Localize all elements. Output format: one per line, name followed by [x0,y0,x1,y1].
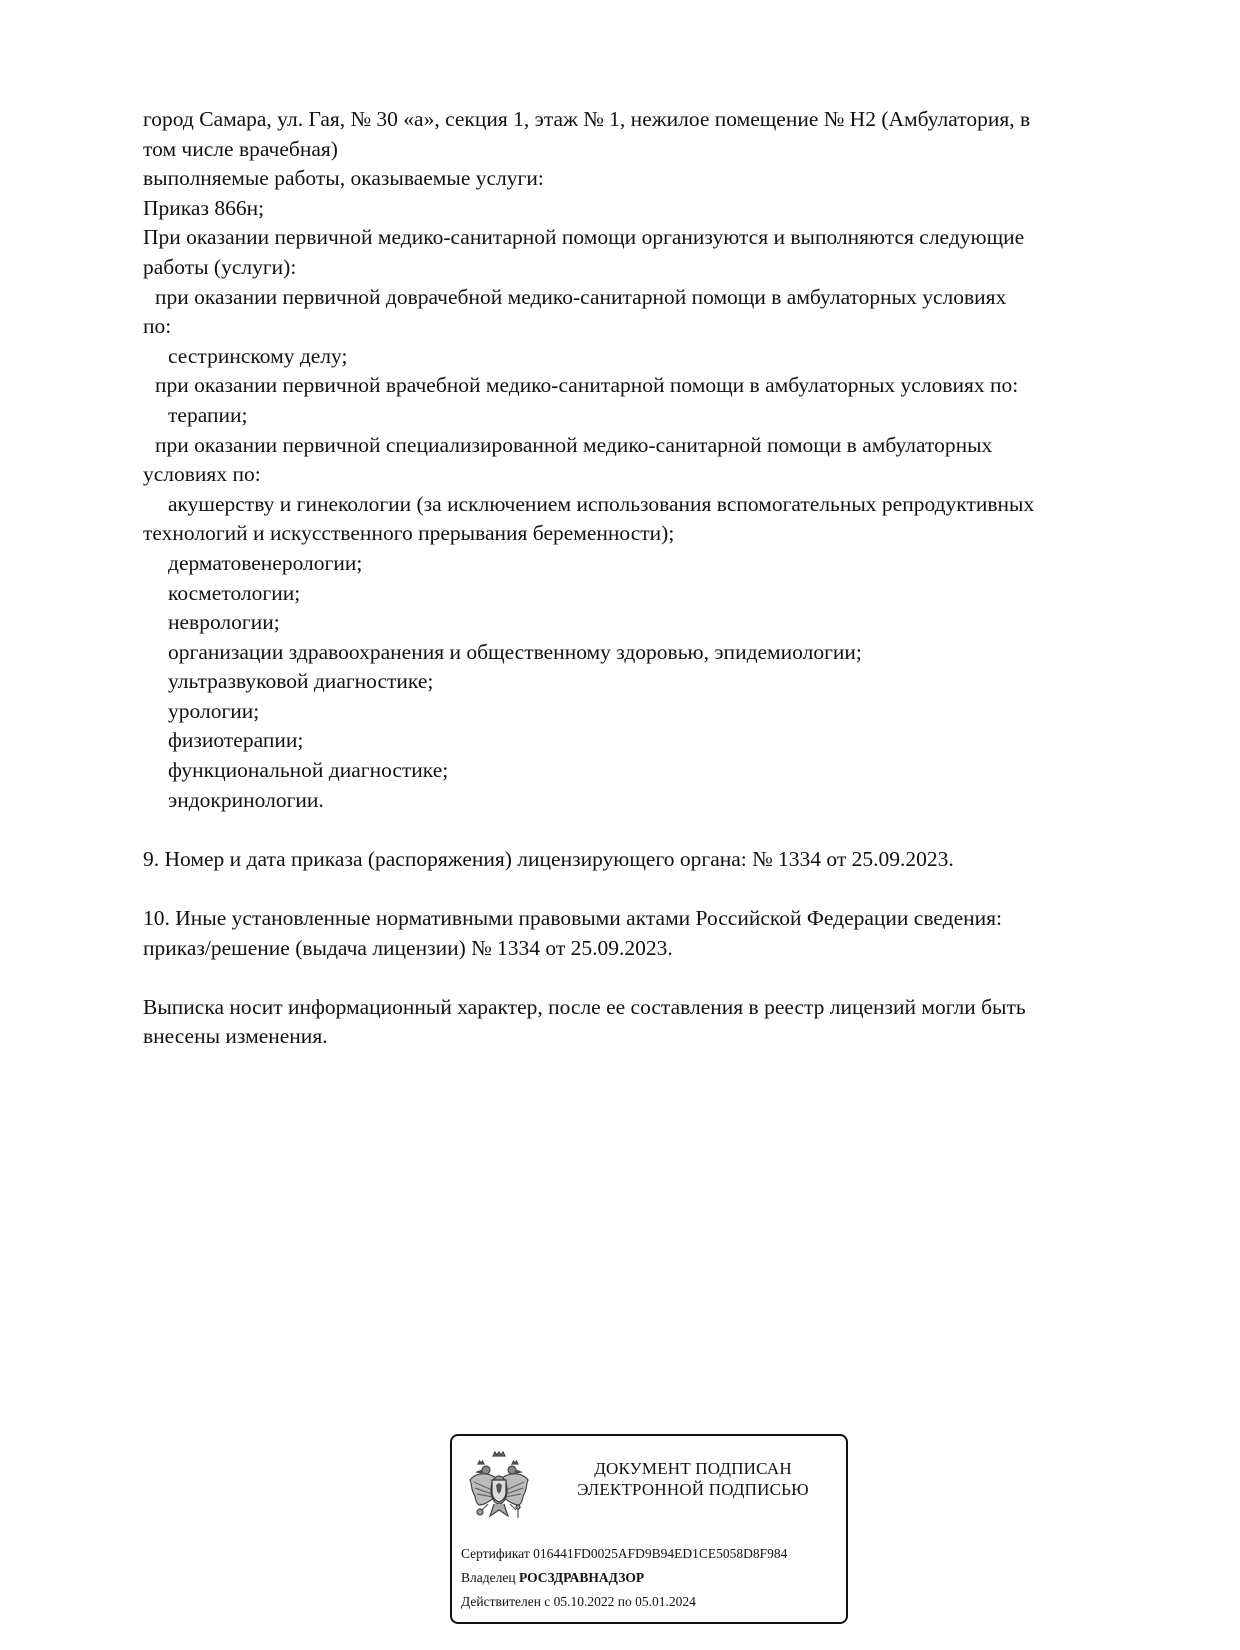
paragraph-gap [143,815,1163,845]
service-item: физиотерапии; [168,728,304,753]
service-item: урологии; [168,698,260,723]
service-item-cont: технологий и искусственного прерывания беременности); [143,521,675,546]
russian-coat-of-arms-icon [466,1450,532,1528]
section-10: 10. Иные установленные нормативными правовыми актами Российской Федерации сведения: [143,906,1002,931]
physician-heading: при оказании первичной врачебной медико-санитарной помощи в амбулаторных условиях по: [155,373,1019,398]
services-heading: выполняемые работы, оказываемые услуги: [143,166,544,191]
service-item: функциональной диагностике; [168,758,449,783]
stamp-title [548,1458,838,1500]
owner-row [461,1566,841,1590]
service-item: ультразвуковой диагностике; [168,669,434,694]
validity-period: Действителен с 05.10.2022 по 05.01.2024 [461,1594,696,1609]
stamp-title-line: ЭЛЕКТРОННОЙ ПОДПИСЬЮ [577,1480,809,1499]
service-item: организации здравоохранения и общественному здоровью, эпидемиологии; [168,639,862,664]
service-item: терапии; [168,402,248,427]
section-9: 9. Номер и дата приказа (распоряжения) лицензирующего органа: № 1334 от 25.09.2023. [143,846,954,871]
service-item: дерматовенерологии; [168,550,363,575]
section-10-cont: приказ/решение (выдача лицензии) № 1334 от 25.09.2023. [143,935,673,960]
address-line: том числе врачебная) [143,136,338,161]
stamp-title-line: ДОКУМЕНТ ПОДПИСАН [594,1459,792,1478]
document-body [143,105,1163,1052]
owner-name: РОСЗДРАВНАДЗОР [518,1570,645,1585]
service-item: эндокринологии. [168,787,324,812]
address-line: город Самара, ул. Гая, № 30 «а», секция 1, этаж № 1, нежилое помещение № Н2 (Амбулатория, в [143,107,1031,131]
order-reference: Приказ 866н; [143,195,265,220]
prenurse-heading: при оказании первичной доврачебной медико-санитарной помощи в амбулаторных условиях [155,284,1007,309]
paragraph-gap [143,874,1163,904]
intro-line: работы (услуги): [143,254,297,279]
electronic-signature-stamp [450,1434,848,1624]
service-item: косметологии; [168,580,301,605]
paragraph-gap [143,963,1163,993]
owner-label: Владелец [461,1570,516,1585]
stamp-details [461,1542,841,1614]
service-item: неврологии; [168,610,280,635]
service-item: сестринскому делу; [168,343,348,368]
specialized-heading-cont: условиях по: [143,462,261,487]
disclaimer-cont: внесены изменения. [143,1024,328,1049]
intro-line: При оказании первичной медико-санитарной помощи организуются и выполняются следующие [143,225,1025,250]
specialized-heading: при оказании первичной специализированной медико-санитарной помощи в амбулаторных [155,432,993,457]
certificate-number: Сертификат 016441FD0025AFD9B94ED1CE5058D8F984 [461,1546,788,1561]
service-item: акушерству и гинекологии (за исключением использования вспомогательных репродуктивных [168,491,1035,516]
prenurse-heading-cont: по: [143,314,172,339]
disclaimer: Выписка носит информационный характер, после ее составления в реестр лицензий могли быть [143,994,1026,1019]
